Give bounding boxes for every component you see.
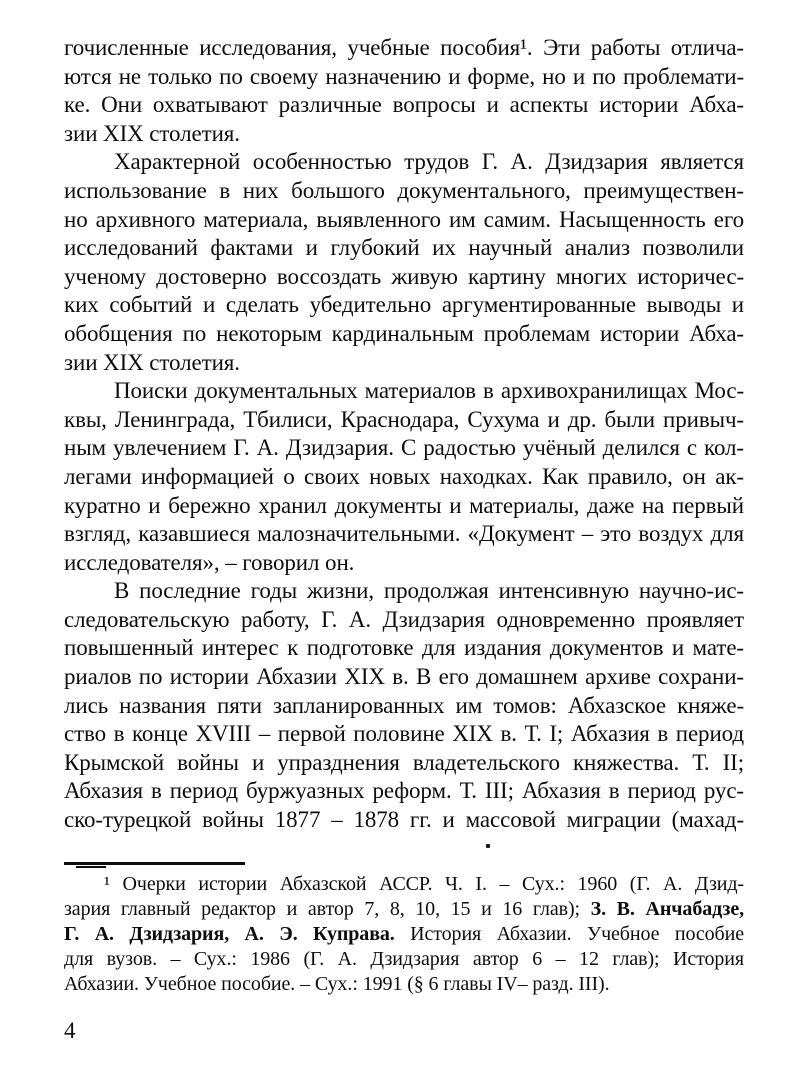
footnote-text: История Абхазии. Учебное пособие xyxy=(394,923,744,945)
footnote-line xyxy=(64,972,744,997)
footnote-line xyxy=(64,872,744,897)
body-text xyxy=(64,34,744,835)
footnote-rule-stub-artifact xyxy=(76,866,106,868)
text-line: зии XIX столетия. xyxy=(64,120,240,146)
footnote-text: зария главный редактор и автор 7, 8, 10, 15 и 16 глав); xyxy=(64,898,591,920)
footnote-text: Абхазии. Учебное пособие. – Сух.: 1991 (§ 6 главы IV– разд. III). xyxy=(64,973,610,995)
text-line: ученому достоверно воссоздать живую картину многих историчес- xyxy=(64,263,744,289)
text-line: лись названия пяти запланированных им томов: Абхазское княже- xyxy=(64,692,744,718)
text-line: Характерной особенностью трудов Г. А. Дзидзария является xyxy=(114,149,744,175)
text-line: ке. Они охватывают различные вопросы и аспекты истории Абха- xyxy=(64,92,744,118)
text-line: взгляд, казавшиеся малозначительными. «Документ – это воздух для xyxy=(64,521,744,547)
footnote xyxy=(64,872,744,997)
text-line: ются не только по своему назначению и форме, но и по проблемати- xyxy=(64,63,744,89)
text-line: Абхазия в период буржуазных реформ. Т. III; Абхазия в период рус- xyxy=(64,778,744,804)
text-line: ство в конце XVIII – первой половине XIX в. Т. I; Абхазия в период xyxy=(64,721,744,747)
text-line: но архивного материала, выявленного им самим. Насыщенность его xyxy=(64,206,744,232)
text-line: легами информацией о своих новых находках. Как правило, он ак- xyxy=(64,463,744,489)
page-number: 4 xyxy=(64,1018,76,1043)
footnote-text: ¹ Очерки истории Абхазской АССР. Ч. I. – Сух.: 1960 (Г. А. Дзид- xyxy=(104,873,744,895)
footnote-line xyxy=(64,922,744,947)
footnote-author-bold: Г. А. Дзидзария, А. Э. Куправа. xyxy=(64,923,395,945)
footnote-line xyxy=(64,947,744,972)
scan-dot-artifact xyxy=(486,844,490,848)
text-line: исследователя», – говорил он. xyxy=(64,549,355,575)
footnote-line xyxy=(64,897,744,922)
text-line: использование в них большого документального, преимуществен- xyxy=(64,177,744,203)
text-line: квы, Ленинграда, Тбилиси, Краснодара, Сухума и др. были привыч- xyxy=(64,406,744,432)
text-line: ких событий и сделать убедительно аргументированные выводы и xyxy=(64,292,744,318)
text-line: ско-турецкой войны 1877 – 1878 гг. и массовой миграции (махад- xyxy=(64,807,744,833)
text-line: повышенный интерес к подготовке для издания документов и мате- xyxy=(64,635,744,661)
text-line: обобщения по некоторым кардинальным проблемам истории Абха- xyxy=(64,320,744,346)
text-line: гочисленные исследования, учебные пособия¹. Эти работы отлича- xyxy=(64,35,744,60)
footnote-text: для вузов. – Сух.: 1986 (Г. А. Дзидзария автор 6 – 12 глав); История xyxy=(64,948,744,970)
paragraph xyxy=(64,34,744,148)
text-line: следовательскую работу, Г. А. Дзидзария одновременно проявляет xyxy=(64,606,744,632)
paragraph xyxy=(64,377,744,577)
footnote-author-bold: З. В. Анчабадзе, xyxy=(590,898,744,920)
paragraph xyxy=(64,577,744,834)
text-line: риалов по истории Абхазии XIX в. В его домашнем архиве сохрани- xyxy=(64,664,744,690)
text-line: В последние годы жизни, продолжая интенсивную научно-ис- xyxy=(114,578,744,604)
text-line: Крымской войны и упразднения владетельского княжества. Т. II; xyxy=(64,749,744,775)
footnote-rule xyxy=(64,862,245,865)
paragraph xyxy=(64,148,744,377)
text-line: исследований фактами и глубокий их научный анализ позволили xyxy=(64,235,744,261)
text-line: куратно и бережно хранил документы и материалы, даже на первый xyxy=(64,492,744,518)
text-line: Поиски документальных материалов в архивохранилищах Мос- xyxy=(114,378,744,404)
text-line: зии XIX столетия. xyxy=(64,349,240,375)
text-line: ным увлечением Г. А. Дзидзария. С радостью учёный делился с кол- xyxy=(64,435,744,461)
